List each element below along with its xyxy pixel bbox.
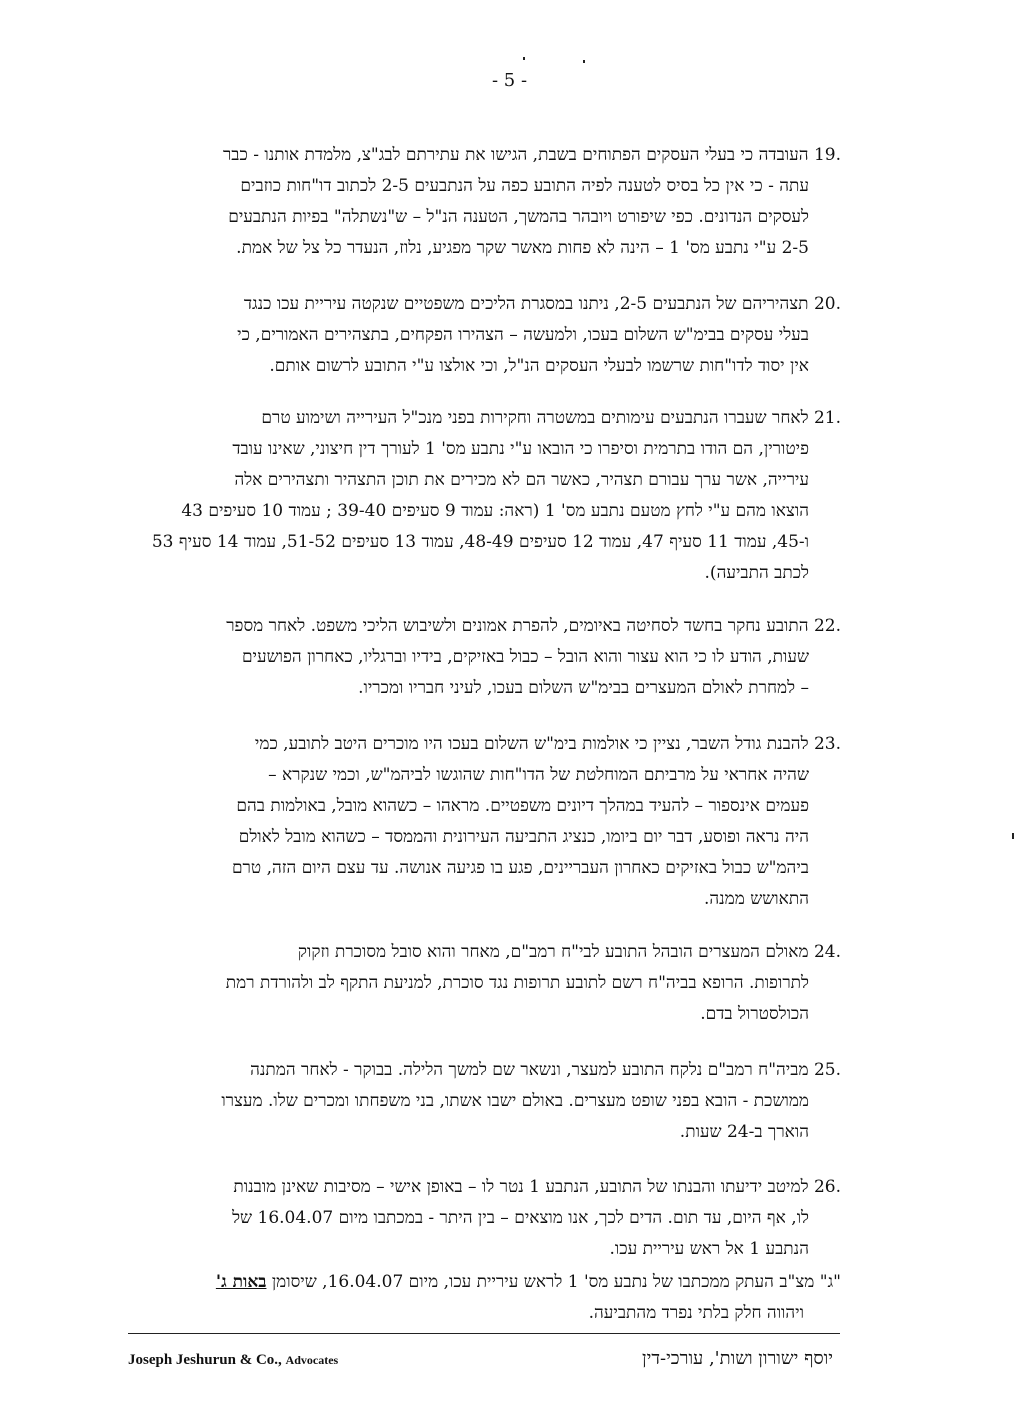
paragraph-23 xyxy=(121,729,841,915)
paragraph-line: שהיה אחראי על מרביתם המוחלטת של הדו"חות שהוגשו לביהמ"ש, וכמי שנקרא – xyxy=(268,765,809,785)
paragraph-line: התאושש ממנה. xyxy=(703,889,809,909)
paragraph-line: ביהמ"ש כבול באזיקים כאחרון העבריינים, פגע בו פגיעה אנושה. עד עצם היום הזה, טרם xyxy=(231,858,809,878)
paragraph-text: למיטב ידיעתו והבנתו של התובע, הנתבע 1 נטר לו – באופן אישי – מסיבות שאינן מובנות xyxy=(233,1177,809,1197)
footer-firm-hebrew: יוסף ישורון ושות', עורכי-דין xyxy=(642,1348,833,1369)
paragraph-line: הנתבע 1 אל ראש עיריית עכו. xyxy=(609,1239,809,1259)
scan-speck xyxy=(583,60,585,63)
paragraph-line: הכולסטרול בדם. xyxy=(700,1004,809,1024)
paragraph-line xyxy=(121,1172,841,1203)
paragraph-line xyxy=(121,1055,841,1086)
paragraph-number: 24. xyxy=(813,942,841,962)
paragraph-text: העובדה כי בעלי העסקים הפתוחים בשבת, הגישו את עתירתם לבג"צ, מלמדת אותנו - כבר xyxy=(222,145,809,165)
page-number: - 5 - xyxy=(491,70,528,91)
paragraph-line xyxy=(121,140,841,171)
paragraph-line: ו-45, עמוד 11 סעיף 47, עמוד 12 סעיפים 48-49, עמוד 13 סעיפים 51-52, עמוד 14 סעיף 53 xyxy=(151,532,809,552)
paragraph-number: 19. xyxy=(813,145,841,165)
paragraph-line: ממושכת - הובא בפני שופט מעצרים. באולם ישבו אשתו, בני משפחתו ומכרים שלו. מעצרו xyxy=(221,1091,809,1111)
paragraph-19 xyxy=(121,140,841,264)
paragraph-line: לתרופות. הרופא בביה"ח רשם לתובע תרופות נגד סוכרת, למניעת התקף לב ולהורדת רמת xyxy=(225,973,809,993)
paragraph-line xyxy=(121,729,841,760)
paragraph-number: 22. xyxy=(813,616,841,636)
paragraph-21 xyxy=(121,403,841,589)
paragraph-line: – למחרת לאולם המעצרים בבימ"ש השלום בעכו, לעיני חבריו ומכריו. xyxy=(358,678,809,698)
scan-speck xyxy=(523,57,525,60)
paragraph-line: שעות, הודע לו כי הוא עצור והוא הובל – כבול באזיקים, בידיו וברגליו, כאחרון הפושעים xyxy=(241,647,809,667)
paragraph-line xyxy=(121,403,841,434)
paragraph-line xyxy=(121,289,841,320)
footer-divider xyxy=(128,1333,840,1334)
paragraph-22 xyxy=(121,611,841,704)
footer-firm-english xyxy=(128,1352,338,1369)
paragraph-line xyxy=(121,937,841,968)
footer-firm-suffix: Advocates xyxy=(285,1353,339,1367)
paragraph-line: 2-5 ע"י נתבע מס' 1 – הינה לא פחות מאשר שקר מפגיע, נלוז, הנעדר כל צל של אמת. xyxy=(236,238,809,258)
paragraph-line: לו, אף היום, עד תום. הדים לכך, אנו מוצאים – בין היתר - במכתבו מיום 16.04.07 של xyxy=(232,1208,809,1228)
paragraph-text: מאולם המעצרים הובהל התובע לבי"ח רמב"ם, מאחר והוא סובל מסוכרת וזקוק xyxy=(297,942,809,962)
paragraph-line: היה נראה ופוסע, דבר יום ביומו, כנציג התביעה העירונית והממסד – כשהוא מובל לאולם xyxy=(238,827,809,847)
paragraph-line: עתה - כי אין כל בסיס לטענה לפיה התובע כפה על הנתבעים 2-5 לכתוב דו"חות כוזבים xyxy=(240,176,809,196)
paragraph-text: להבנת גודל השבר, נציין כי אולמות בימ"ש השלום בעכו היו מוכרים היטב לתובע, כמי xyxy=(254,734,809,754)
paragraph-number: 23. xyxy=(813,734,841,754)
paragraph-text: מביה"ח רמב"ם נלקח התובע למעצר, ונשאר שם למשך הלילה. בבוקר - לאחר המתנה xyxy=(250,1060,809,1080)
exhibit-mark: באות ג' xyxy=(215,1272,267,1292)
exhibit-line-1-text: "ג" מצ"ב העתק ממכתבו של נתבע מס' 1 לראש עיריית עכו, מיום 16.04.07, שיסומן xyxy=(266,1272,841,1292)
exhibit-line-2: ויהווה חלק בלתי נפרד מהתביעה. xyxy=(588,1303,804,1323)
paragraph-number: 20. xyxy=(813,294,841,314)
paragraph-line: הוארך ב-24 שעות. xyxy=(679,1122,809,1142)
paragraph-line: עירייה, אשר ערך עבורם תצהיר, כאשר הם לא מכירים את תוכן התצהיר ותצהירים אלה xyxy=(234,470,809,490)
paragraph-line: פעמים אינספור – להעיד במהלך דיונים משפטיים. מראהו – כשהוא מובל, באולמות בהם xyxy=(236,796,809,816)
paragraph-26 xyxy=(121,1172,841,1265)
footer-firm-name: Joseph Jeshurun & Co., xyxy=(128,1352,282,1368)
paragraph-text: לאחר שעברו הנתבעים עימותים במשטרה וחקירות בפני מנכ"ל העירייה ושימוע טרם xyxy=(261,408,809,428)
paragraph-24 xyxy=(121,937,841,1030)
paragraph-line: פיטורין, הם הודו בתרמית וסיפרו כי הובאו ע"י נתבע מס' 1 לעורך דין חיצוני, שאינו עובד xyxy=(232,439,809,459)
paragraph-line xyxy=(121,611,841,642)
exhibit-note xyxy=(121,1267,841,1329)
exhibit-line-1 xyxy=(121,1267,841,1298)
paragraph-line: לכתב התביעה). xyxy=(704,563,809,583)
paragraph-line: אין יסוד לדו"חות שרשמו לבעלי העסקים הנ"ל, וכי אולצו ע"י התובע לרשום אותם. xyxy=(269,356,809,376)
paragraph-text: התובע נחקר בחשד לסחיטה באיומים, להפרת אמונים ולשיבוש הליכי משפט. לאחר מספר xyxy=(226,616,809,636)
paragraph-number: 26. xyxy=(813,1177,841,1197)
paragraph-20 xyxy=(121,289,841,382)
paragraph-number: 21. xyxy=(813,408,841,428)
paragraph-line: לעסקים הנדונים. כפי שיפורט ויובהר בהמשך, הטענה הנ"ל – ש"נשתלה" בפיות הנתבעים xyxy=(228,207,809,227)
paragraph-line: בעלי עסקים בבימ"ש השלום בעכו, ולמעשה – הצהירו הפקחים, בתצהירים האמורים, כי xyxy=(237,325,809,345)
paragraph-line: הוצאו מהם ע"י לחץ מטעם נתבע מס' 1 (ראה: עמוד 9 סעיפים 39-40 ; עמוד 10 סעיפים 43 xyxy=(181,501,809,521)
paragraph-text: תצהיריהם של הנתבעים 2-5, ניתנו במסגרת הליכים משפטיים שנקטה עיריית עכו כנגד xyxy=(243,294,809,314)
paragraph-number: 25. xyxy=(813,1060,841,1080)
scan-speck xyxy=(1012,833,1014,839)
paragraph-25 xyxy=(121,1055,841,1148)
